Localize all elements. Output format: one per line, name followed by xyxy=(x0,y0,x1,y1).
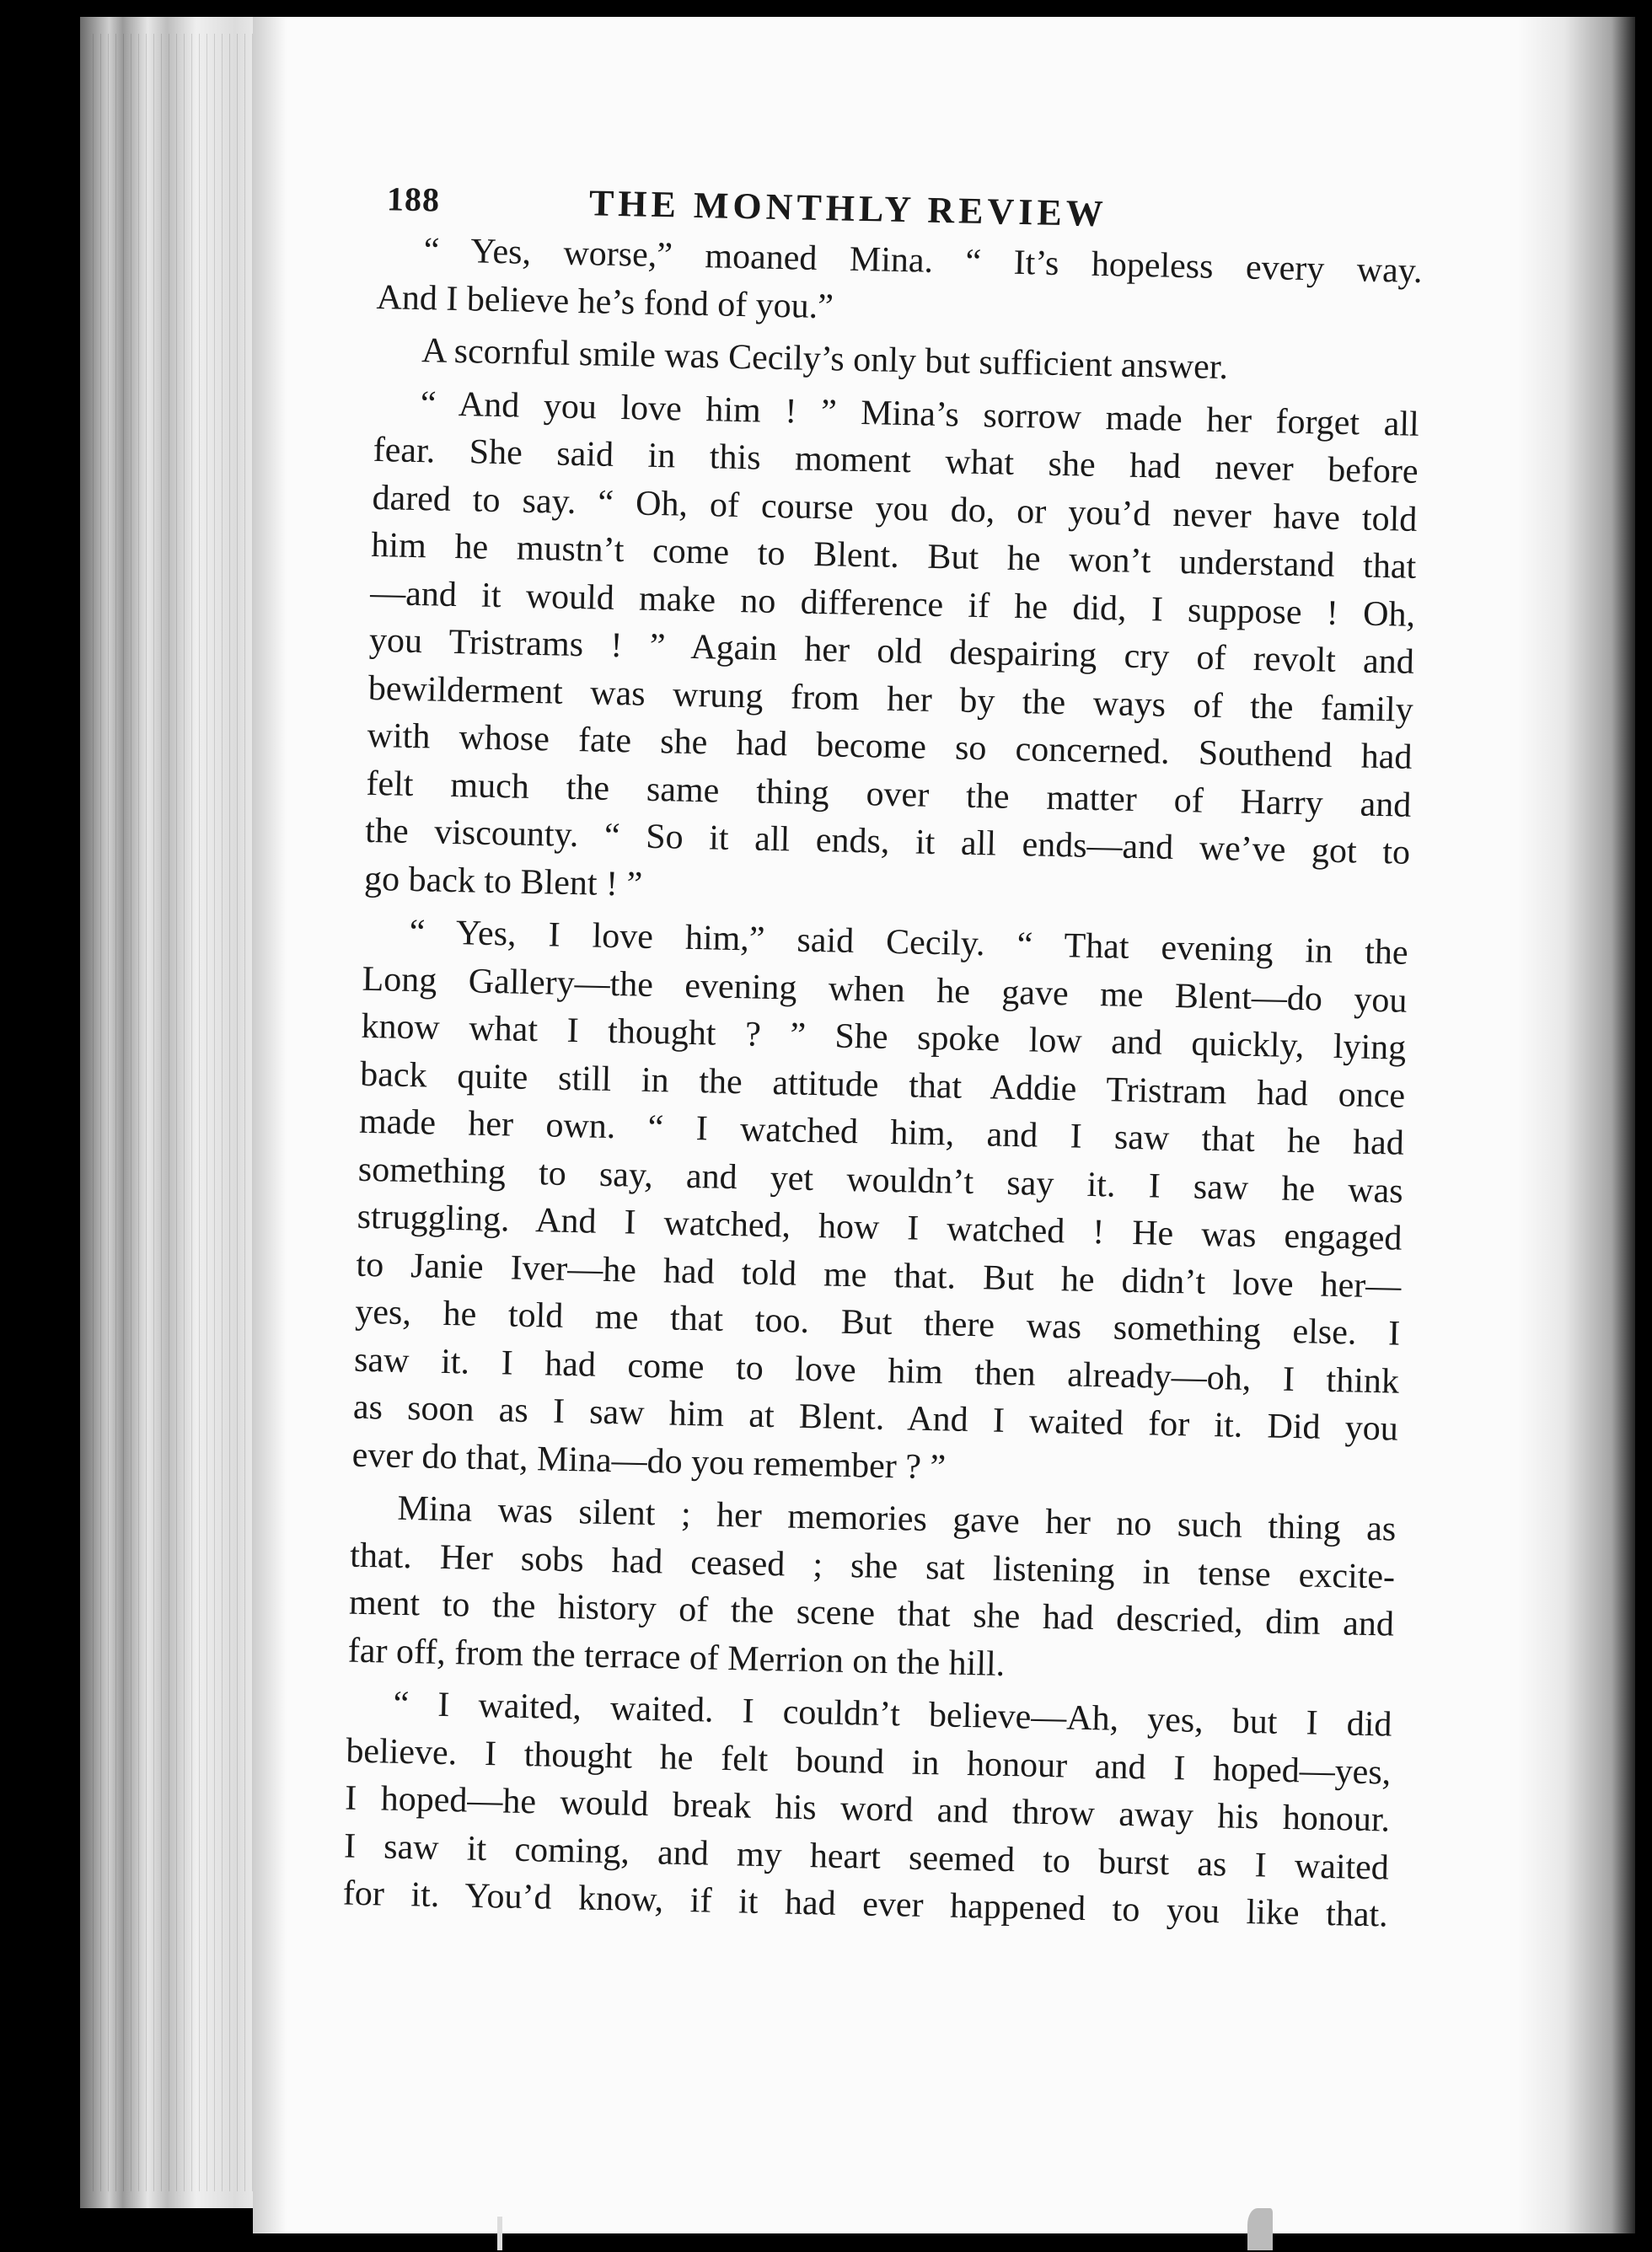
text-line: yes, he told me that too. But there was something else. I xyxy=(354,1292,1401,1354)
book-page xyxy=(253,17,1635,2233)
text-line: to Janie Iver—he had told me that. But he didn’t love her— xyxy=(356,1245,1402,1306)
paragraph xyxy=(342,1680,1392,1939)
body-text xyxy=(342,226,1423,1939)
page-edge-shadow xyxy=(1517,17,1635,2233)
text-line: that. Her sobs had ceased ; she sat listening in tense excite- xyxy=(349,1536,1396,1597)
text-block xyxy=(342,160,1424,1939)
text-line: know what I thought ? ” She spoke low and quickly, lying xyxy=(360,1006,1407,1068)
text-line: with whose fate she had become so concerned. Southend had xyxy=(367,716,1413,777)
text-line: back quite still in the attitude that Addie Tristram had once xyxy=(359,1054,1406,1116)
text-line: ment to the history of the scene that she had descried, dim and xyxy=(348,1583,1395,1644)
text-line: as soon as I saw him at Blent. And I waited for it. Did you xyxy=(352,1387,1399,1449)
text-line: I hoped—he would break his word and throw away his honour. xyxy=(344,1778,1391,1840)
scan-artifact xyxy=(1247,2208,1273,2250)
text-line: —and it would make no difference if he did, I suppose ! Oh, xyxy=(369,573,1416,635)
text-line: believe. I thought he felt bound in honour and I hoped—yes, xyxy=(345,1731,1392,1793)
text-line: something to say, and yet wouldn’t say it. I saw he was xyxy=(357,1150,1404,1211)
text-line: go back to Blent ! ” xyxy=(363,859,643,904)
text-line: felt much the same thing over the matter of Harry and xyxy=(366,764,1412,825)
text-line: “ Yes, I love him,” said Cecily. “ That evening in the xyxy=(409,912,1409,973)
text-line: far off, from the terrace of Merrion on the hill. xyxy=(347,1631,1006,1684)
text-line: “ Yes, worse,” moaned Mina. “ It’s hopeless every way. xyxy=(423,231,1423,291)
text-line: “ I waited, waited. I couldn’t believe—Ah, yes, but I did xyxy=(393,1684,1392,1745)
page-stack-lines xyxy=(93,34,261,2191)
paragraph xyxy=(364,378,1420,924)
text-line: I saw it coming, and my heart seemed to burst as I waited xyxy=(343,1826,1390,1888)
text-line: dared to say. “ Oh, of course you do, or you’d never have told xyxy=(372,478,1418,539)
text-line: A scornful smile was Cecily’s only but sufficient answer. xyxy=(421,331,1229,388)
scan-artifact xyxy=(497,2217,502,2250)
text-line: bewilderment was wrung from her by the ways of the family xyxy=(367,668,1414,730)
running-title: THE MONTHLY REVIEW xyxy=(588,182,1108,235)
text-line: ever do that, Mina—do you remember ? ” xyxy=(351,1435,947,1487)
text-line: Mina was silent ; her memories gave her no such thing as xyxy=(397,1488,1397,1549)
page-number: 188 xyxy=(386,180,441,219)
paragraph xyxy=(351,908,1408,1501)
text-line: And I believe he’s fond of you.” xyxy=(376,277,834,326)
text-line: the viscounty. “ So it all ends, it all ends—and we’ve got to xyxy=(364,811,1411,872)
text-line: for it. You’d know, if it had ever happened to you like that. xyxy=(342,1874,1389,1935)
text-line: you Tristrams ! ” Again her old despairing cry of revolt and xyxy=(368,620,1415,682)
gutter-shadow xyxy=(253,17,287,2233)
paragraph xyxy=(347,1484,1396,1697)
paragraph xyxy=(376,226,1423,343)
text-line: Long Gallery—the evening when he gave me Blent—do you xyxy=(362,959,1408,1021)
text-line: struggling. And I watched, how I watched ! He was engaged xyxy=(357,1197,1403,1258)
text-line: fear. She said in this moment what she had never before xyxy=(373,430,1419,491)
text-line: “ And you love him ! ” Mina’s sorrow made her forget all xyxy=(420,383,1420,444)
text-line: made her own. “ I watched him, and I saw that he had xyxy=(358,1102,1405,1163)
text-line: him he mustn’t come to Blent. But he won’t understand that xyxy=(370,525,1417,587)
text-line: saw it. I had come to love him then already—oh, I think xyxy=(353,1340,1400,1402)
